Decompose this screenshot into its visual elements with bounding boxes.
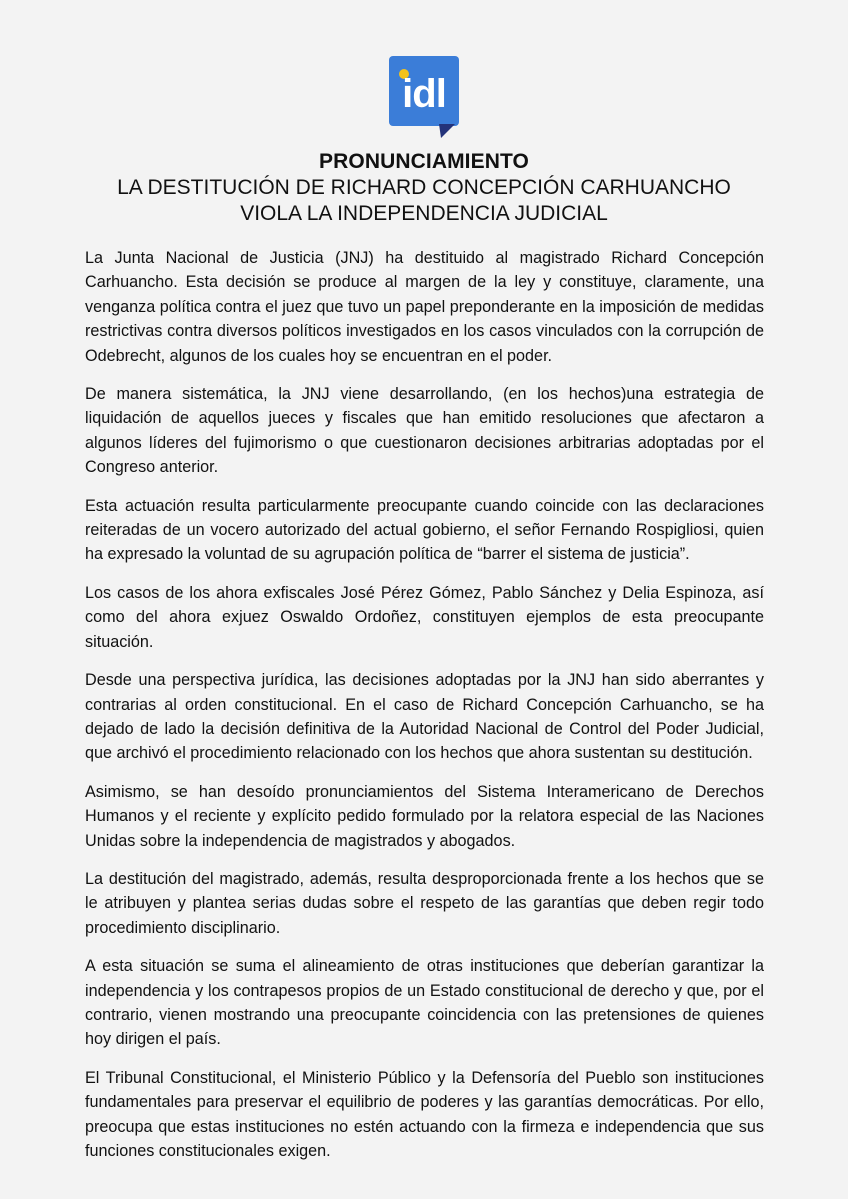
document-heading bbox=[0, 149, 848, 227]
paragraph: Los casos de los ahora exfiscales José Pérez Gómez, Pablo Sánchez y Delia Espinoza, así como del ahora exjuez Oswaldo Ordoñez, constituyen ejemplos de esta preocupante situación. bbox=[85, 583, 764, 651]
logo-text: idl bbox=[402, 72, 446, 116]
heading-title-line-1: LA DESTITUCIÓN DE RICHARD CONCEPCIÓN CARHUANCHO bbox=[117, 176, 731, 199]
paragraph: La destitución del magistrado, además, resulta desproporcionada frente a los hechos que se le atribuyen y plantea serias dudas sobre el respeto de las garantías que deben regir todo procedimiento disciplinario. bbox=[85, 869, 764, 937]
paragraph: El Tribunal Constitucional, el Ministerio Público y la Defensoría del Pueblo son instituciones fundamentales para preservar el equilibrio de poderes y las garantías democráticas. Por ello, preocupa que estas instituciones no estén actuando con la firmeza e independencia que sus funciones constitucionales exigen. bbox=[85, 1068, 764, 1160]
paragraph: A esta situación se suma el alineamiento de otras instituciones que deberían garantizar la independencia y los contrapesos propios de un Estado constitucional de derecho y que, por el contrario, vienen mostrando una preocupante coincidencia con las pretensiones de quienes hoy dirigen el país. bbox=[85, 957, 764, 1049]
paragraph: De manera sistemática, la JNJ viene desarrollando, (en los hechos)una estrategia de liquidación de aquellos jueces y fiscales que han emitido resoluciones que afectaron a algunos líderes del fujimorismo o que cuestionaron decisiones arbitrarias adoptadas por el Congreso anterior. bbox=[85, 385, 764, 477]
document-body bbox=[85, 246, 764, 1177]
heading-kicker: PRONUNCIAMIENTO bbox=[319, 150, 529, 173]
idl-logo bbox=[389, 56, 459, 140]
paragraph: Asimismo, se han desoído pronunciamientos del Sistema Interamericano de Derechos Humanos y el reciente y explícito pedido formulado por la relatora especial de las Naciones Unidas sobre la independencia de magistrados y abogados. bbox=[85, 782, 764, 850]
paragraph: La Junta Nacional de Justicia (JNJ) ha destituido al magistrado Richard Concepción Carhuancho. Esta decisión se produce al margen de la ley y constituye, claramente, una venganza política contra el juez que tuvo un papel preponderante en la imposición de medidas restrictivas contra diversos políticos investigados en los casos vinculados con la corrupción de Odebrecht, algunos de los cuales hoy se encuentran en el poder. bbox=[85, 249, 764, 365]
idl-logo-icon bbox=[389, 56, 459, 140]
paragraph: Desde una perspectiva jurídica, las decisiones adoptadas por la JNJ han sido aberrantes y contrarias al orden constitucional. En el caso de Richard Concepción Carhuancho, se ha dejado de lado la decisión definitiva de la Autoridad Nacional de Control del Poder Judicial, que archivó el procedimiento relacionado con los hechos que ahora sustentan su destitución. bbox=[85, 671, 764, 763]
paragraph: Esta actuación resulta particularmente preocupante cuando coincide con las declaraciones reiteradas de un vocero autorizado del actual gobierno, el señor Fernando Rospigliosi, quien ha expresado la voluntad de su agrupación política de “barrer el sistema de justicia”. bbox=[85, 496, 764, 564]
heading-title-line-2: VIOLA LA INDEPENDENCIA JUDICIAL bbox=[240, 202, 608, 225]
